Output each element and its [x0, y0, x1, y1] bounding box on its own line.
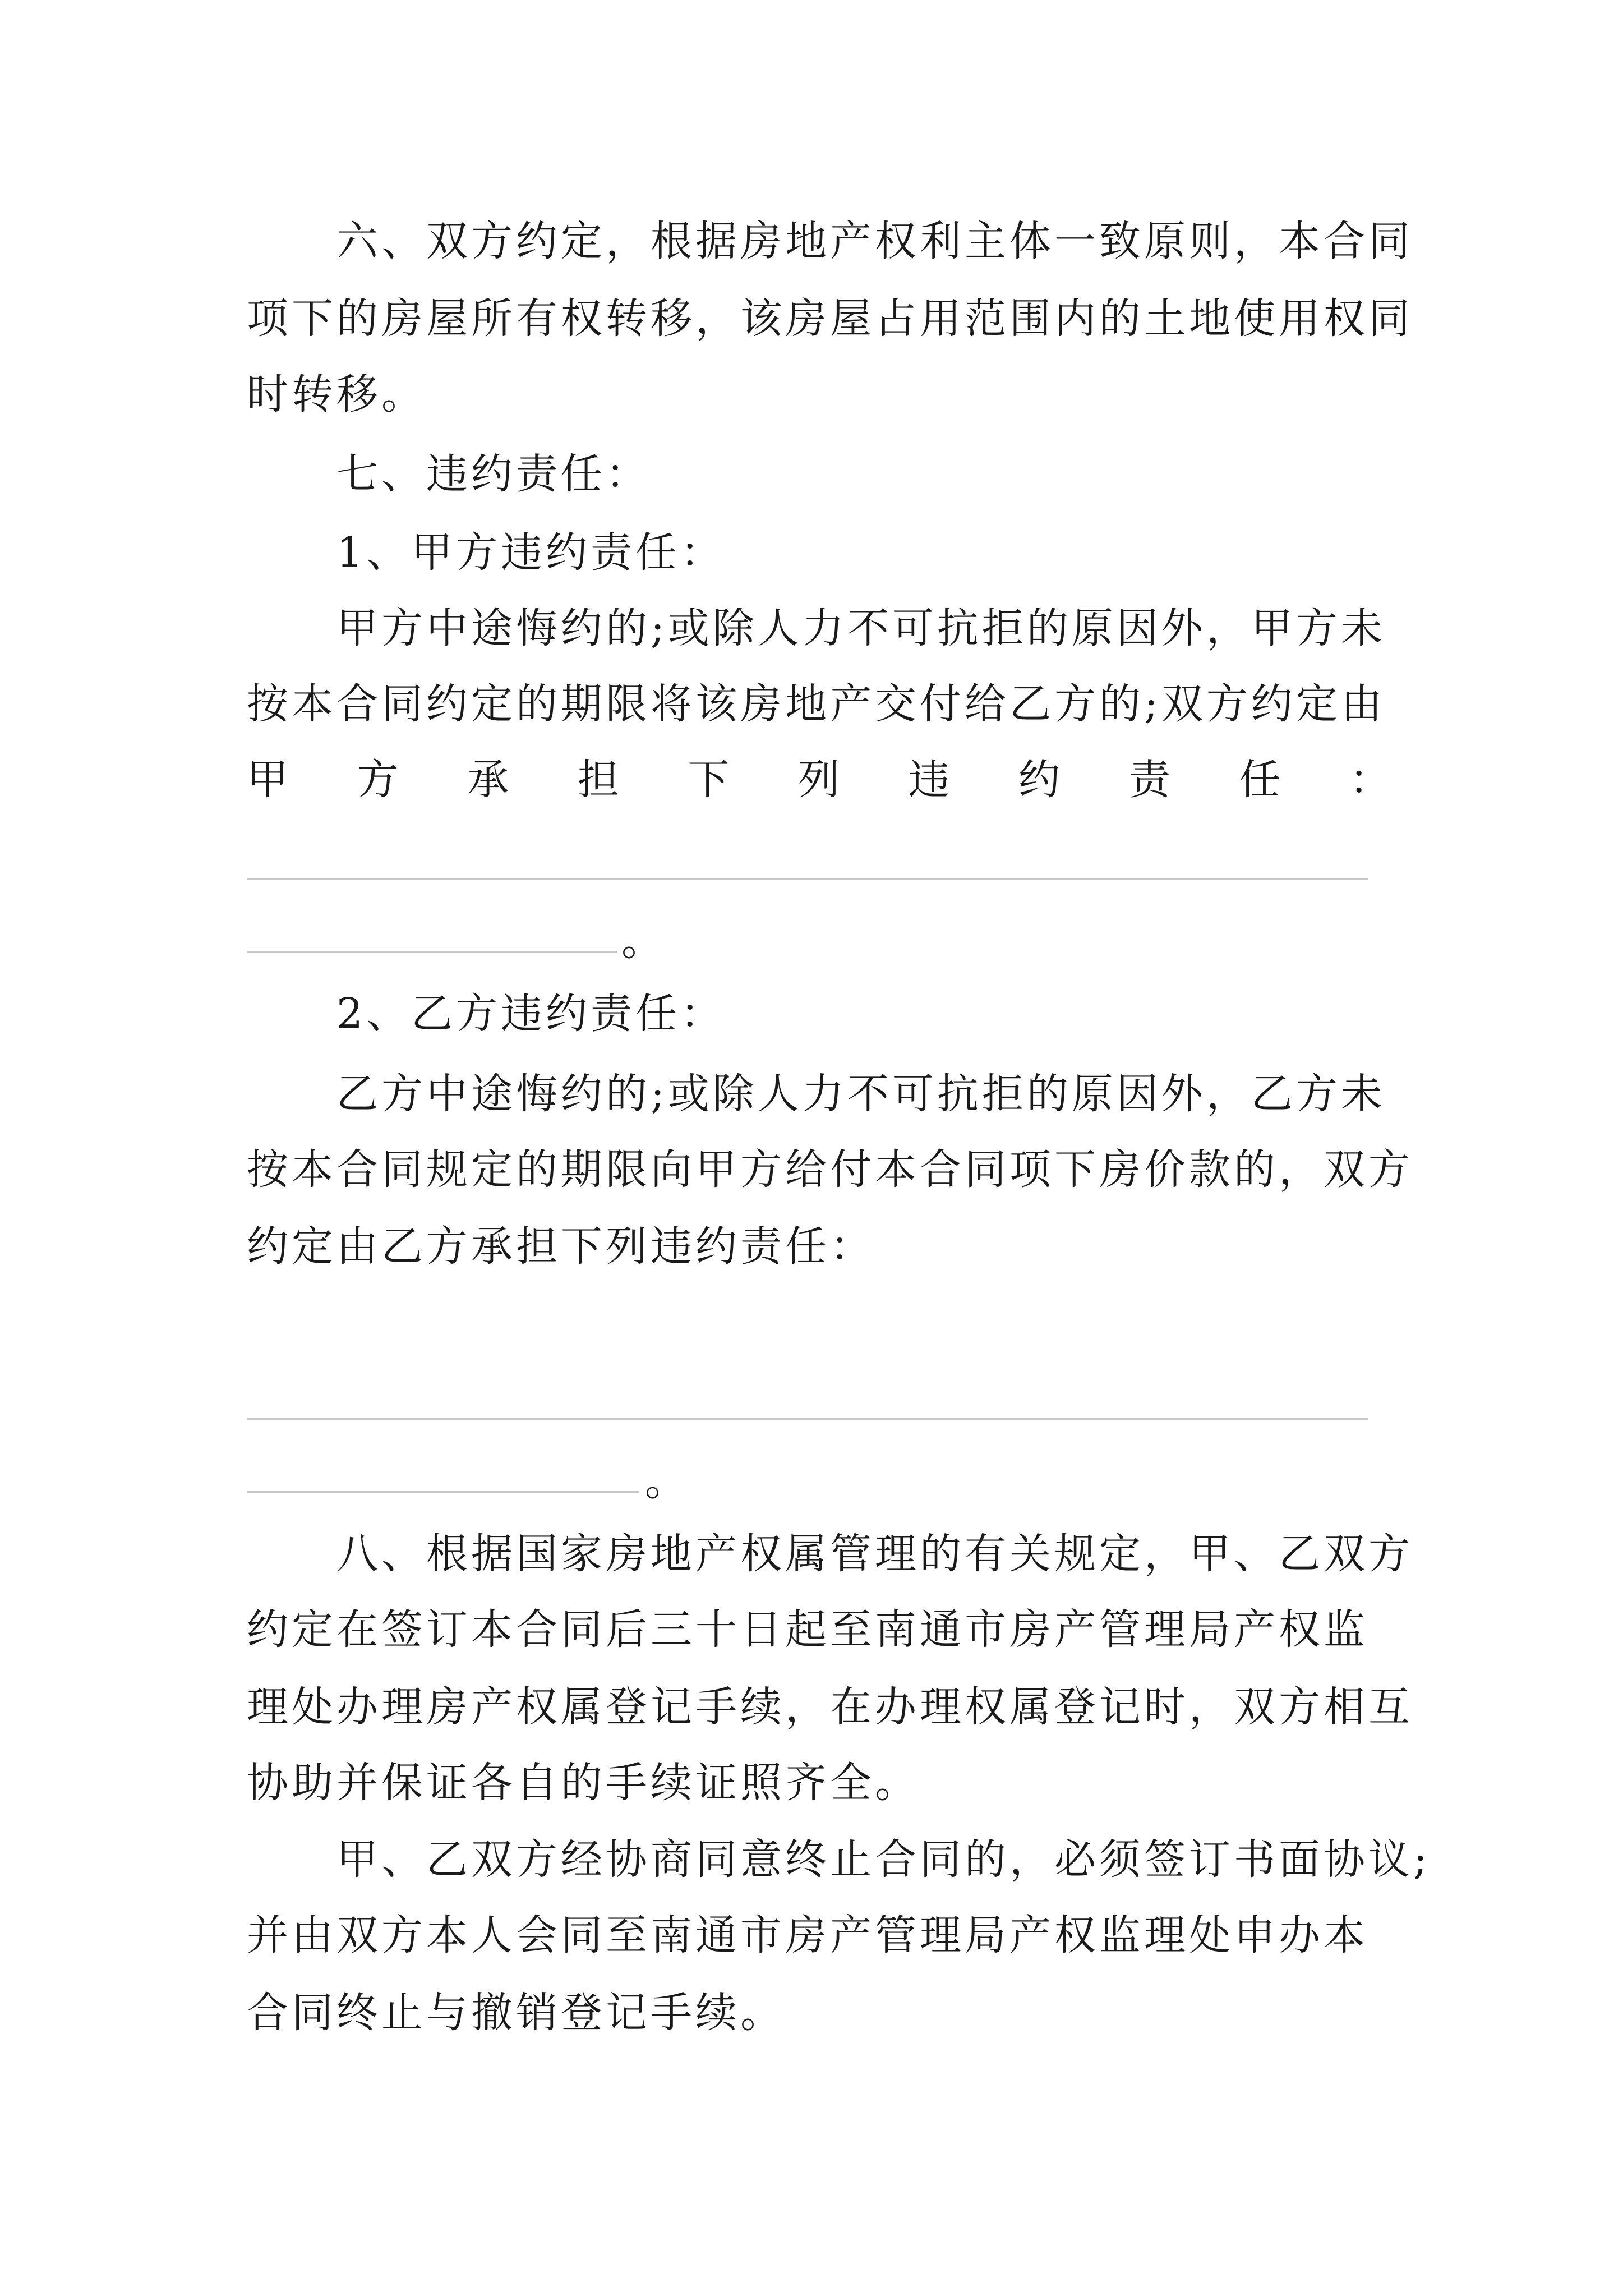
section8-line4: 协助并保证各自的手续证照齐全。 [247, 1759, 920, 1807]
justified-char: 甲 [247, 756, 288, 804]
section7-item2-line1: 乙方中途悔约的;或除人力不可抗拒的原因外，乙方未 [336, 1070, 1386, 1118]
section7-item1-line1: 甲方中途悔约的;或除人力不可抗拒的原因外，甲方未 [336, 604, 1386, 652]
justified-char: 违 [908, 756, 950, 804]
section8-line3: 理处办理房产权属登记手续，在办理权属登记时，双方相互 [247, 1683, 1413, 1731]
section7-heading: 七、违约责任： [336, 450, 651, 498]
fill-in-line [247, 1491, 639, 1493]
section7-item1-line2: 按本合同约定的期限将该房地产交付给乙方的;双方约定由 [247, 680, 1386, 728]
justified-char: 方 [357, 756, 399, 804]
justified-char: 责 [1128, 756, 1170, 804]
item1-end-period: 。 [621, 917, 663, 965]
section8-para2-line2: 并由双方本人会同至南通市房产管理局产权监理处申办本 [247, 1911, 1368, 1959]
section7-item2-line2: 按本合同规定的期限向甲方给付本合同项下房价款的，双方 [247, 1145, 1413, 1194]
justified-char: 约 [1018, 756, 1061, 804]
justified-char: 任 [1239, 756, 1281, 804]
justified-char: 下 [688, 756, 730, 804]
section6-line1: 六、双方约定，根据房地产权利主体一致原则，本合同 [336, 217, 1413, 265]
section7-item1-line3 [247, 754, 1391, 805]
justified-char: 担 [577, 756, 619, 804]
justified-char: 承 [467, 756, 509, 804]
section8-line1: 八、根据国家房地产权属管理的有关规定，甲、乙双方 [336, 1530, 1413, 1578]
section7-item1-heading: 1、甲方违约责任： [336, 528, 726, 577]
section8-para2-line3: 合同终止与撤销登记手续。 [247, 1989, 785, 2037]
section7-item2-line3: 约定由乙方承担下列违约责任： [247, 1222, 875, 1271]
justified-char: 列 [797, 756, 840, 804]
item2-end-period: 。 [645, 1457, 686, 1505]
section8-para2-line1: 甲、乙双方经协商同意终止合同的，必须签订书面协议; [336, 1835, 1431, 1884]
fill-in-line [247, 951, 617, 953]
section8-line2: 约定在签订本合同后三十日起至南通市房产管理局产权监 [247, 1605, 1368, 1654]
section7-item2-heading: 2、乙方违约责任： [336, 990, 726, 1038]
fill-in-line [247, 1418, 1368, 1420]
justified-char: ： [1349, 756, 1391, 804]
section6-line3: 时转移。 [247, 370, 426, 418]
fill-in-line [247, 878, 1368, 880]
section6-line2: 项下的房屋所有权转移，该房屋占用范围内的土地使用权同 [247, 295, 1413, 343]
